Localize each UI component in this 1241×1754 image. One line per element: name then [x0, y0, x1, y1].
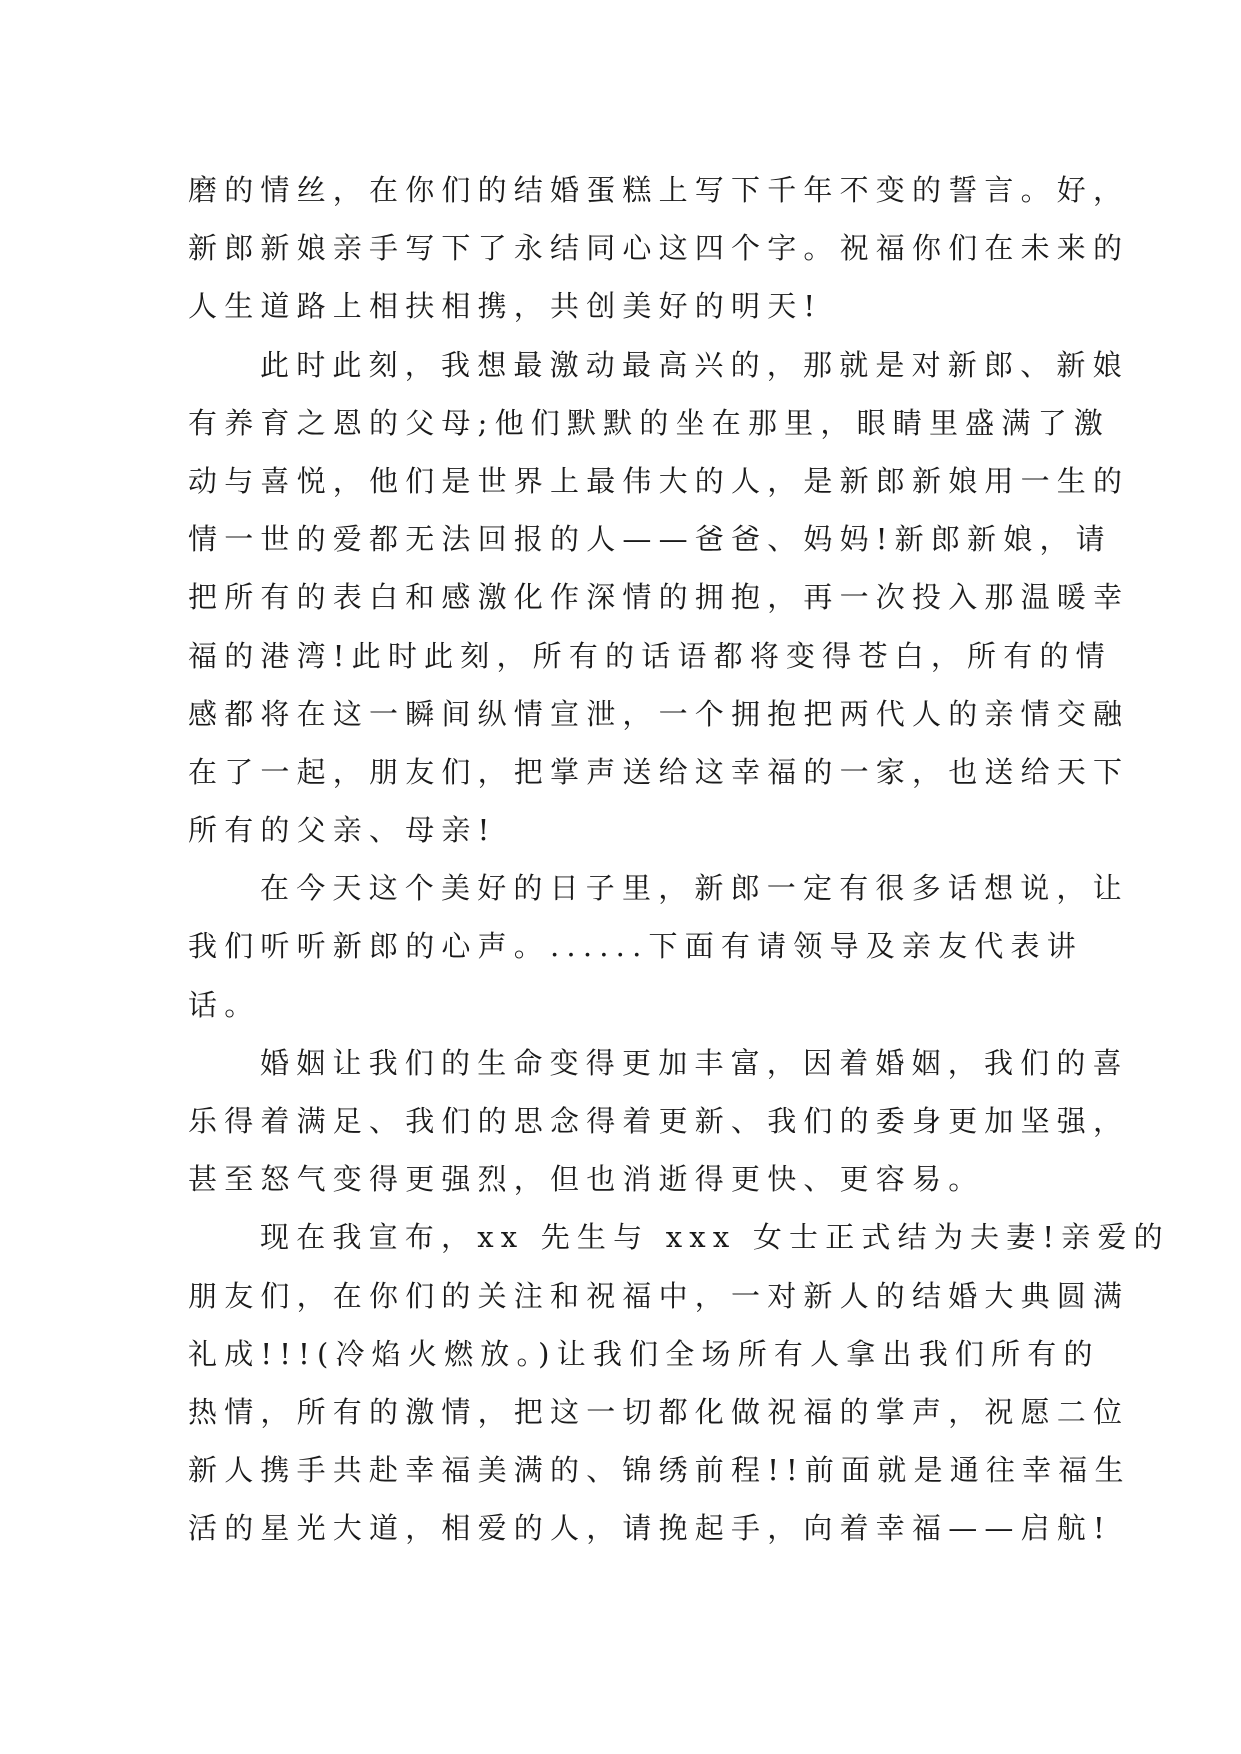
text-line: 乐得着满足、我们的思念得着更新、我们的委身更加坚强， — [188, 1104, 1130, 1138]
document-body — [188, 161, 1170, 1558]
paragraph-announcement — [188, 1208, 1170, 1557]
text-line: 活的星光大道，相爱的人，请挽起手，向着幸福——启航! — [188, 1511, 1112, 1546]
text-line: 此时此刻，我想最激动最高兴的，那就是对新郎、新娘 — [260, 347, 1129, 382]
text-line: 我们听听新郎的心声。......下面有请领导及亲友代表讲 — [188, 929, 1083, 964]
text-line: 新人携手共赴幸福美满的、锦绣前程!!前面就是通往幸福生 — [188, 1453, 1131, 1488]
paragraph-parents — [188, 336, 1130, 860]
text-line: 情一世的爱都无法回报的人——爸爸、妈妈!新郎新娘，请 — [188, 522, 1112, 557]
text-line: 有养育之恩的父母;他们默默的坐在那里，眼睛里盛满了激 — [188, 405, 1110, 440]
text-line: 福的港湾!此时此刻，所有的话语都将变得苍白，所有的情 — [188, 638, 1112, 673]
paragraph-cake-vow — [188, 161, 1130, 336]
text-line: 在了一起，朋友们，把掌声送给这幸福的一家，也送给天下 — [188, 754, 1130, 789]
text-line: 动与喜悦，他们是世界上最伟大的人，是新郎新娘用一生的 — [188, 463, 1130, 498]
text-line: 热情，所有的激情，把这一切都化做祝福的掌声，祝愿二位 — [188, 1394, 1130, 1429]
text-line: 新郎新娘亲手写下了永结同心这四个字。祝福你们在未来的 — [188, 231, 1130, 266]
text-line: 话。 — [188, 987, 261, 1022]
paragraph-groom-speech — [188, 859, 1129, 1034]
text-line: 把所有的表白和感激化作深情的拥抱，再一次投入那温暖幸 — [188, 580, 1130, 615]
paragraph-marriage — [188, 1034, 1130, 1209]
text-line: 磨的情丝，在你们的结婚蛋糕上写下千年不变的誓言。好， — [188, 173, 1130, 207]
text-line: 现在我宣布，xx 先生与 xxx 女士正式结为夫妻!亲爱的 — [260, 1220, 1170, 1255]
text-line: 人生道路上相扶相携，共创美好的明天! — [188, 289, 823, 324]
text-line: 朋友们，在你们的关注和祝福中，一对新人的结婚大典圆满 — [188, 1278, 1130, 1313]
text-line: 甚至怒气变得更强烈，但也消逝得更快、更容易。 — [188, 1162, 985, 1197]
text-line: 所有的父亲、母亲! — [188, 813, 497, 848]
text-line: 感都将在这一瞬间纵情宣泄，一个拥抱把两代人的亲情交融 — [188, 696, 1130, 731]
text-line: 礼成!!!(冷焰火燃放。)让我们全场所有人拿出我们所有的 — [188, 1336, 1100, 1371]
text-line: 在今天这个美好的日子里，新郎一定有很多话想说，让 — [260, 871, 1129, 906]
text-line: 婚姻让我们的生命变得更加丰富，因着婚姻，我们的喜 — [260, 1045, 1129, 1080]
